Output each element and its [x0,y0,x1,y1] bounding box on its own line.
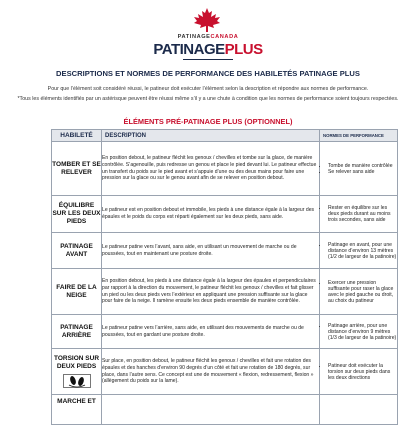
skill-norms [320,142,398,196]
skill-description: En position debout, les pieds à une distance égale à la largeur des épaules et perpendiculaires par rapport à la direction du mouvement, le patineur fléchit les genoux / chevilles et fait glisser un pied ou les deux pieds vers l’extérieur en appliquant une pression suffisante sur la glace pour faire de la neige. Il ramène ensuite les deux pieds ensemble de manière contrôlée. [102,269,320,315]
skill-description: Le patineur patine vers l’avant, sans aide, en utilisant un mouvement de marche ou de poussées, tout en maintenant une posture droite. [102,233,320,269]
skill-norms [320,395,398,425]
skill-name-with-icon [52,349,102,395]
norm-item: • Rester en équilibre sur les deux pieds durant au moins trois secondes, sans aide [328,205,397,223]
document-header [0,0,416,68]
table-row [52,395,398,425]
column-header-skill: HABILETÉ [52,130,102,142]
maple-leaf-logo-icon [189,7,225,33]
skill-description: Le patineur est en position debout et immobile, les pieds à une distance égale à la largeur des épaules et le poids du corps est réparti également sur les deux pieds, sans aide. [102,196,320,233]
skill-norms [320,349,398,395]
column-header-description: DESCRIPTION [102,130,320,142]
column-header-norms: NORMES DE PERFORMANCE [320,130,398,142]
skill-norms [320,315,398,349]
feet-icon [63,374,91,388]
skills-table [51,129,398,425]
norm-item: • Se relever sans aide [328,169,397,175]
skill-description: Sur place, en position debout, le patineur fléchit les genoux / chevilles et fait une rotation des épaules et des hanches d’environ 90 degrés d’un côté et fait une rotation de 180 degrés, sur place, dans l’autre sens. Ce concept est une de mouvement « flexion, redressement, flexion » (allègement du poids sur la lame). [102,349,320,395]
skill-name: MARCHE ET [52,395,102,425]
skill-norms [320,196,398,233]
norm-item: • Patinage arrière, pour une distance d’environ 9 mètres (1/3 de largeur de la patinoire) [328,323,397,341]
logo-underline [183,59,233,60]
skill-name: PATINAGE AVANT [52,233,102,269]
norm-item: • Tombe de manière contrôlée [328,163,397,169]
table-row [52,349,398,395]
brand-wordmark-small: PATINAGECANADA [177,34,239,40]
intro-note: *Tous les éléments identifiés par un astérisque peuvent être réussi même s’il y a une chute à condition que les normes de performance soient toujours respectées. [17,96,399,102]
skill-norms [320,269,398,315]
skill-name: ÉQUILIBRE SUR LES DEUX PIEDS [52,196,102,233]
table-row [52,315,398,349]
norm-item: • Exercer une pression suffisante pour raser la glace avec le pied gauche ou droit, au choix du patineur [328,280,397,304]
skill-description [102,395,320,425]
skill-norms [320,233,398,269]
skill-name: FAIRE DE LA NEIGE [52,269,102,315]
norm-item: • Patineur doit exécuter la torsion sur deux pieds dans les deux directions [328,363,397,381]
norm-item: • Patinage en avant, pour une distance d’environ 13 mètres (1/2 de largeur de la patinoire) [328,242,397,260]
section-title: ÉLÉMENTS PRÉ-PATINAGE PLUS (OPTIONNEL) [123,117,293,126]
skill-description: Le patineur patine vers l’arrière, sans aide, en utilisant des mouvements de marche ou de poussées, tout en gardant une posture droite. [102,315,320,349]
table-row [52,196,398,233]
table-header-row [52,130,398,142]
table-row [52,142,398,196]
skill-name: TOMBER ET SE RELEVER [52,142,102,196]
brand-wordmark-large: PATINAGEPLUS [153,41,263,58]
skill-description: En position debout, le patineur fléchit les genoux / chevilles et tombe sur la glace, de manière contrôlée. S’agenouille, puis redresse un genou et place le pied devant lui. Le patineur effectue un transfert du poids sur le pied avant et s’appuie d’une ou des deux mains pour faire une pression sur la glace ou sur le genou avant afin de se relever en position debout. [102,142,320,196]
skill-name: PATINAGE ARRIÈRE [52,315,102,349]
table-row [52,233,398,269]
intro-paragraph: Pour que l’élément soit considéré réussi, le patineur doit exécuter l’élément selon la description et répondre aux normes de performance. [47,86,369,92]
table-row [52,269,398,315]
skill-name: TORSION SUR DEUX PIEDS [53,355,100,370]
document-title: DESCRIPTIONS ET NORMES DE PERFORMANCE DES HABILETÉS PATINAGE PLUS [56,69,360,78]
